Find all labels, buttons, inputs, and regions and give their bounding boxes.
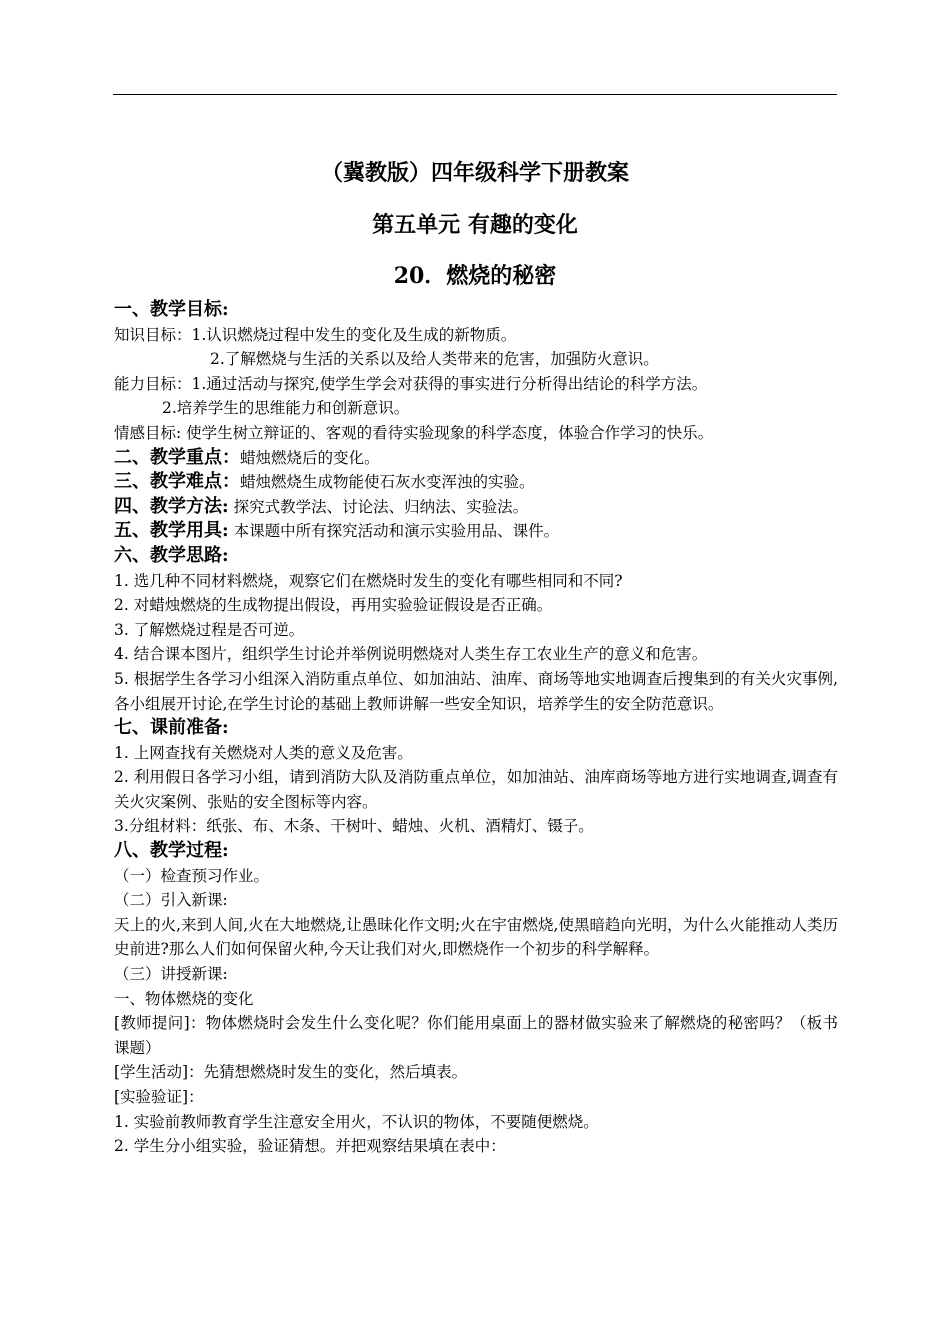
paragraph: 2. 学生分小组实验，验证猜想。并把观察结果填在表中： xyxy=(114,1137,506,1156)
document-body xyxy=(114,298,838,1159)
section-methods xyxy=(114,495,838,520)
paragraph: [学生活动]：先猜想燃烧时发生的变化，然后填表。 xyxy=(114,1063,468,1082)
paragraph: （一）检查预习作业。 xyxy=(114,866,270,885)
section-heading: 五、教学用具: xyxy=(114,520,229,542)
paragraph: [实验验证]： xyxy=(114,1088,204,1106)
section-text: 蜡烛燃烧后的变化。 xyxy=(240,448,380,467)
section-text: 本课题中所有探究活动和演示实验用品、课件。 xyxy=(228,522,560,541)
list-item: 3.分组材料：纸张、布、木条、干树叶、蜡烛、火机、酒精灯、镊子。 xyxy=(114,817,594,836)
ability-goal-2: 2.培养学生的思维能力和创新意识。 xyxy=(162,399,410,418)
paragraph: 一、物体燃烧的变化 xyxy=(114,989,254,1008)
section-difficulties xyxy=(114,470,838,495)
section-text: 探究式教学法、讨论法、归纳法、实验法。 xyxy=(228,497,529,516)
section-heading: 六、教学思路: xyxy=(114,544,229,566)
section-heading: 四、教学方法: xyxy=(114,495,229,517)
document-title: （冀教版）四年级科学下册教案 xyxy=(320,160,629,186)
unit-title: 第五单元 有趣的变化 xyxy=(372,212,578,238)
list-item: 3. 了解燃烧过程是否可逆。 xyxy=(114,620,305,639)
knowledge-goal-2: 2.了解燃烧与生活的关系以及给人类带来的危害，加强防火意识。 xyxy=(210,350,659,369)
section-heading: 一、教学目标: xyxy=(114,299,229,320)
section-text: 蜡烛燃烧生成物能使石灰水变浑浊的实验。 xyxy=(240,473,535,492)
paragraph: （二）引入新课: xyxy=(114,891,228,910)
list-item: 2. 利用假日各学习小组，请到消防大队及消防重点单位，如加油站、油库商场等地方进行实地调查,调查有关火灾案例、张贴的安全图标等内容。 xyxy=(114,768,838,811)
section-heading: 七、课前准备: xyxy=(114,717,229,739)
emotion-goal: 情感目标: 使学生树立辩证的、客观的看待实验现象的科学态度，体验合作学习的快乐。 xyxy=(114,423,714,442)
paragraph: 天上的火,来到人间,火在大地燃烧,让愚昧化作文明;火在宇宙燃烧,使黑暗趋向光明，为什么火能推动人类历史前进?那么人们如何保留火种,今天让我们对火,即燃烧作一个初步的科学解释。 xyxy=(114,915,838,959)
section-key-points xyxy=(114,446,838,471)
paragraph: （三）讲授新课: xyxy=(114,965,228,984)
paragraph: [教师提问]：物体燃烧时会发生什么变化呢？你们能用桌面上的器材做实验来了解燃烧的秘密吗？（板书课题） xyxy=(114,1014,838,1057)
section-heading: 八、教学过程: xyxy=(114,840,229,862)
section-tools xyxy=(114,519,838,544)
knowledge-goal-1: 知识目标：1.认识燃烧过程中发生的变化及生成的新物质。 xyxy=(114,325,517,344)
section-heading: 二、教学重点： xyxy=(114,446,240,468)
ability-goal-1: 能力目标：1.通过活动与探究,使学生学会对获得的事实进行分析得出结论的科学方法。 xyxy=(114,374,708,393)
list-item: 1. 上网查找有关燃烧对人类的意义及危害。 xyxy=(114,743,413,762)
list-item: 1. 选几种不同材料燃烧，观察它们在燃烧时发生的变化有哪些相同和不同? xyxy=(114,571,623,590)
list-item: 5. 根据学生各学习小组深入消防重点单位、如加油站、油库、商场等地实地调查后搜集到的有关火灾事例,各小组展开讨论,在学生讨论的基础上教师讲解一些安全知识，培养学生的安全防范意识。 xyxy=(114,669,838,713)
paragraph: 1. 实验前教师教育学生注意安全用火，不认识的物体，不要随便燃烧。 xyxy=(114,1112,599,1131)
list-item: 4. 结合课本图片，组织学生讨论并举例说明燃烧对人类生存工农业生产的意义和危害。 xyxy=(114,645,708,664)
list-item: 2. 对蜡烛燃烧的生成物提出假设，再用实验验证假设是否正确。 xyxy=(114,596,553,615)
lesson-title: 20．燃烧的秘密 xyxy=(393,263,557,289)
section-heading: 三、教学难点： xyxy=(114,471,240,493)
header-rule xyxy=(113,94,837,95)
